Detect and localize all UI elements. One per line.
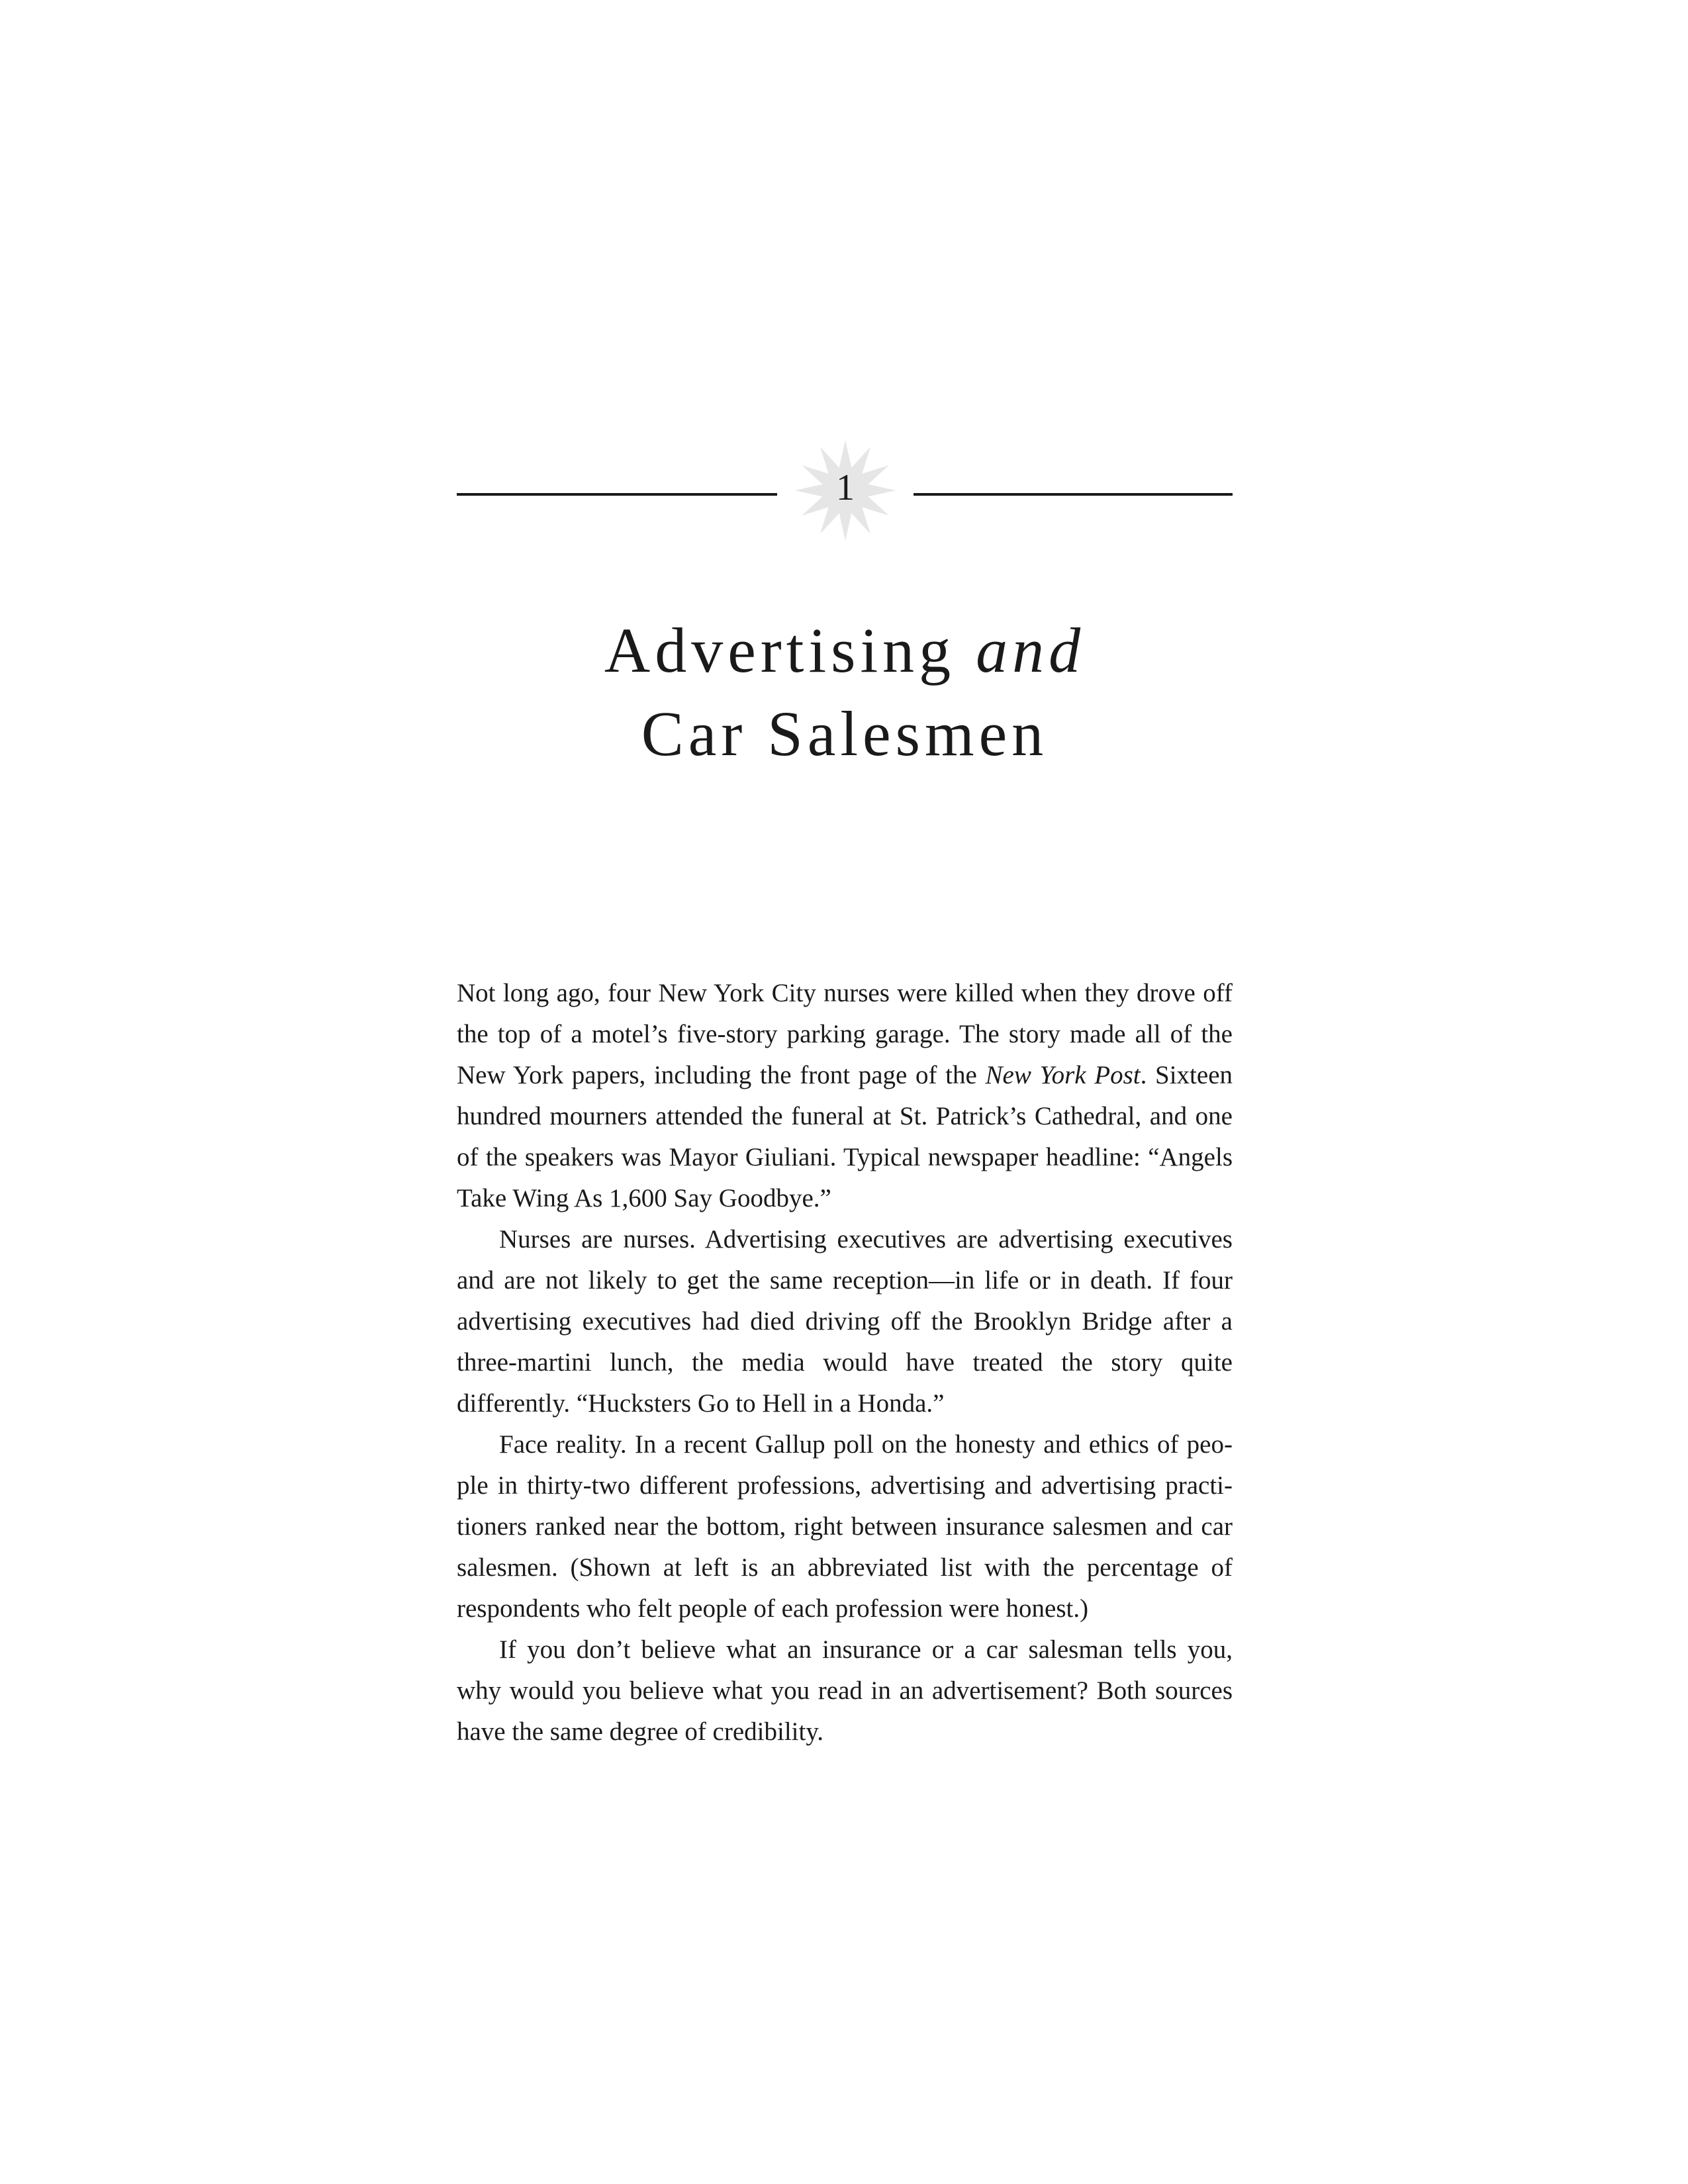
publication-title: New York Post	[985, 1061, 1141, 1089]
paragraph-4: If you don’t believe what an insurance or a car salesman tells you, why would you believe what you read in an advertisement? Both sources have the same degree of credibility.	[457, 1635, 1233, 1746]
paragraph-3: Face reality. In a recent Gallup poll on the honesty and ethics of people in thirty-two different professions, advertising and advertising practitioners ranked near the bottom, right between insurance salesmen and car salesmen. (Shown at left is an abbreviated list with the percentage of respondents who felt people of each profession were honest.)	[457, 1430, 1233, 1623]
chapter-rule-right	[914, 493, 1233, 496]
chapter-rule-left	[457, 493, 777, 496]
paragraph-1-text-end: . Sixteen hundred mourners attended the funeral at St. Patrick’s Cathedral, and one of the speakers was Mayor Giuliani. Typical newspaper headline: “Angels Take Wing As 1,600 Say Goodbye.”	[457, 1061, 1233, 1212]
chapter-title-main: Advertising	[604, 615, 956, 686]
body-text	[457, 973, 1233, 1752]
chapter-title-line-2: Car Salesmen	[641, 698, 1049, 769]
chapter-title	[457, 609, 1233, 776]
paragraph-2: Nurses are nurses. Advertising executives are advertising executives and are not likely to get the same reception—in life or in death. If four advertising executives had died driving off the Brooklyn Bridge after a three-martini lunch, the media would have treated the story quite differently. “Hucksters Go to Hell in a Honda.”	[457, 1225, 1233, 1418]
chapter-title-line-1	[457, 609, 1233, 692]
chapter-number: 1	[836, 467, 855, 508]
paragraph-1-text-start: Not long ago, four New York City nurses were killed when they drove off the top of a motel’s five-story parking garage. The story made all of the New York papers, including the front page of the	[457, 979, 1233, 1089]
paragraph-1	[457, 973, 1233, 1219]
chapter-title-italic: and	[976, 615, 1086, 686]
chapter-ornament	[795, 440, 896, 541]
